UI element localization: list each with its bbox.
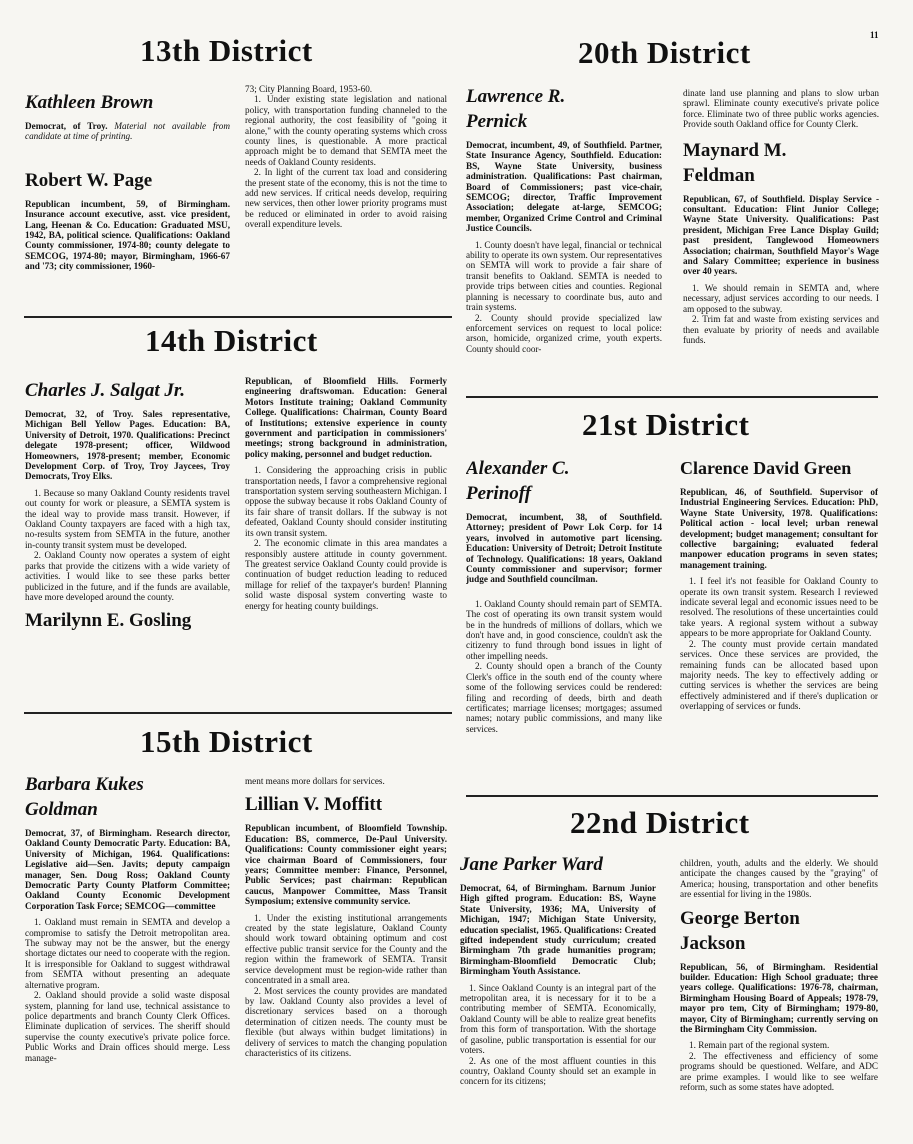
candidate-bio: Democrat, incumbent, 38, of Southfield. Attorney; president of Powr Lok Corp. for 14 years, involved in automotive part licensing. Education: University of Detroit; Detroit Institute of Technology. Qualifications: 18 years, Oakland County commissioner and supervisor; former judge and Southfield councilman. — [466, 512, 662, 585]
answer-1: 1. Because so many Oakland County residents travel out county for work or pleasure, a SEMTA system is the ideal way to provide mass transit. However, if Oakland County taxpayers are faced with a high tax, no-results system from SEMTA in the future, another in-county transit system must be developed. — [25, 487, 230, 550]
answer-1: 1. I feel it's not feasible for Oakland County to operate its own transit system. Research I reviewed indicate several legal and economic issues need to be resolved. The resolutions of these uncertainties could take years. A regional system without a subway appears to be more appropriate for Oakland County. — [680, 576, 878, 639]
section-divider — [24, 316, 452, 318]
district-15-header: 15th District — [140, 724, 313, 759]
d21-column-2 — [680, 456, 878, 786]
d14-column-2 — [245, 376, 447, 706]
candidate-bio: Republican, 56, of Birmingham. Residential builder. Education: High School graduate; three years college. Qualifications: 1976-78, chairman, Birmingham Housing Board of Appeals; 1978-79, mayor pro tem, City of Birmingham; 1979-80, mayor, City of Birmingham; currently serving on the Birmingham City Commission. — [680, 961, 878, 1035]
answer-1: 1. Oakland must remain in SEMTA and develop a compromise to satisfy the Detroit metropolitan area. The subway may not be the answer, but the energy shortage dictates our need to cooperate with the region. It is irresponsible for Oakland to suggest withdrawal from SEMTA without presenting an adequate alternative program. — [25, 917, 230, 990]
candidate-name: Robert W. Page — [25, 169, 153, 191]
candidate-name: George Berton — [680, 907, 800, 929]
d13-column-2 — [245, 84, 447, 316]
answer-2: 2. Oakland should provide a solid waste disposal system, planning for land use, technical assistance to police departments and branch County Clerk Offices. Eliminate duplication of services. The sheriff should supervise the county executive's private police force. Public Works and Drain offices should merge. Less manage- — [25, 990, 230, 1063]
answer-1: 1. County doesn't have legal, financial or technical ability to operate its own system. Our representatives on SEMTA will work to provide a fair share of transit benefits to Oakland. SEMTA is needed to provide trips between cities and counties. Regional planning is necessary to coordinate bus, auto and train systems. — [466, 239, 662, 313]
d22-column-1 — [460, 852, 656, 1144]
candidate-name-line2: Feldman — [683, 164, 755, 186]
d15-column-1 — [25, 772, 230, 1144]
d22-column-2 — [680, 858, 878, 1144]
d21-column-1 — [466, 456, 662, 786]
candidate-name: Clarence David Green — [680, 458, 852, 478]
candidate-name: Barbara Kukes — [25, 774, 144, 795]
candidate-name: Marilynn E. Gosling — [25, 610, 192, 632]
answer-continuation: ment means more dollars for services. — [245, 776, 385, 786]
candidate-bio: Republican, 67, of Southfield. Display Service - consultant. Education: Flint Junior College; Wayne State University. Qualifications: Past president, Michigan Free Lance Display Guild; past president, Tanglewood Homeowners Association; chairman, Southfield Mayor's Wage and Salary Committee; experience in business over 40 years. — [683, 193, 879, 277]
district-13-header: 13th District — [140, 33, 313, 68]
candidate-bio: Republican, of Bloomfield Hills. Formerly engineering draftswoman. Education: General Motors Institute training; Oakland Community College. Qualifications: Chairman, County Board of Institutions; extensive experience in county government and participation in commissioners' meetings; strong background in administration, policy making, personnel and budget reduction. — [245, 376, 447, 459]
answer-continuation: children, youth, adults and the elderly. We should anticipate the changes caused by the "graying" of America; housing, transportation and other benefits are essential for living in the 1980s. — [680, 858, 878, 900]
candidate-name: Charles J. Salgat Jr. — [25, 380, 185, 401]
candidate-name: Jane Parker Ward — [460, 854, 603, 875]
candidate-name-line2: Goldman — [25, 799, 98, 820]
candidate-bio: Democrat, 32, of Troy. Sales representative, Michigan Bell Yellow Pages. Education: BA, University of Detroit, 1970. Qualifications: Precinct delegate 1978-present; officer, Wildwood Homeowners, 1978-present; member, Economic Development Corp. of Troy, Troy Jaycees, Troy Democrats, Troy Elks. — [25, 409, 230, 482]
bio-continuation: 73; City Planning Board, 1953-60. — [245, 84, 373, 94]
candidate-name-line2: Jackson — [680, 932, 746, 954]
answer-2: 2. County should provide specialized law enforcement services on request to local police: arson, homicide, organized crime, youth experts. County should coor- — [466, 312, 662, 354]
answer-2: 2. The county must provide certain mandated services. Once these services are provided, the remaining funds can be allocated based upon majority needs. The key to effectively adding or cutting services is whether the services are being effectively administered and if there's duplication or overlapping of services or funds. — [680, 638, 878, 712]
answer-2: 2. County should open a branch of the County Clerk's office in the south end of the county where some of the following services could be rendered: filing and recording of deeds, birth and death certificates; marriage licenses; mortgages; assumed names; notary public commissions, and many like services. — [466, 661, 662, 734]
answer-1: 1. Oakland County should remain part of SEMTA. The cost of operating its own transit system would be in the hundreds of millions of dollars, which we don't have and, in good conscience, couldn't ask the citizenry to fund through bond issues in light of other impelling needs. — [466, 598, 662, 661]
d13-column-1 — [25, 86, 230, 316]
candidate-name: Lillian V. Moffitt — [245, 794, 383, 816]
answer-1: 1. Since Oakland County is an integral part of the metropolitan area, it is necessary for it to be a contributing member of SEMTA. Economically, Oakland County will be able to realize great benefits from this form of transportation. With the shortage of gasoline, public transportation is essential for our voters. — [460, 982, 656, 1056]
answer-2: 2. Oakland County now operates a system of eight parks that provide the citizens with a wide variety of activities. I would like to see these parks better publicized in the future, and if the funds are available, have more developed around the county. — [25, 550, 230, 602]
answer-1: 1. Considering the approaching crisis in public transportation needs, I favor a comprehensive regional transportation system serving southeastern Michigan. I oppose the subway because it robs Oakland County of its fair share of transit dollars. If the subway is not defeated, Oakland County should consider instituting its own transit system. — [245, 465, 447, 538]
answer-continuation: dinate land use planning and plans to slow urban sprawl. Eliminate county executive's private police force. Eliminate two of three public works agencies. Provide south Oakland office for County Clerk. — [683, 88, 879, 130]
answer-2: 2. The effectiveness and efficiency of some programs should be questioned. Welfare, and ADC are prime examples. I would like to see welfare reform, such as some states have adopted. — [680, 1050, 878, 1093]
candidate-name: Lawrence R. — [466, 86, 566, 107]
answer-1: 1. Remain part of the regional system. — [689, 1040, 830, 1051]
candidate-name: Maynard M. — [683, 139, 787, 161]
candidate-bio: Republican incumbent, 59, of Birmingham. Insurance account executive, asst. vice president, Lang, Heenan & Co. Education: Graduated MSU, 1942, BA, political science. Qualifications: Oakland County commissioner, 1974-80; county delegate to SEMCOG, 1974-80; mayor, Birmingham, 1966-67 and '73; city commissioner, 1960- — [25, 198, 230, 272]
candidate-name-line2: Perinoff — [466, 483, 532, 504]
answer-1: 1. Under existing state legislation and national policy, with transportation funding channeled to the regional authority, the cost feasibility of "going it alone," with the county operating systems which cross county lines, is questionable. A more practical approach might be to demand that SEMTA meet the needs of Oakland County residents. — [245, 94, 447, 167]
district-14-header: 14th District — [145, 323, 318, 358]
candidate-bio: Democrat, 64, of Birmingham. Barnum Junior High gifted program. Education: BS, Wayne State University, 1936; MA, University of Michigan, 1947; Michigan State University, education specialist, 1965. Qualifications: Created gifted independent study curriculum; created Birmingham 7th grade humanities program; Birmingham-Bloomfield Democratic Club; Birmingham Youth Assistance. — [460, 883, 656, 977]
section-divider — [466, 396, 878, 398]
candidate-bio: Democrat, of Troy. Material not available from candidate at time of printing. — [25, 121, 230, 142]
d15-column-2 — [245, 776, 447, 1144]
candidate-name: Kathleen Brown — [25, 92, 154, 113]
candidate-name-line2: Pernick — [466, 111, 528, 132]
district-22-header: 22nd District — [570, 805, 750, 840]
candidate-bio: Republican, 46, of Southfield. Supervisor of Industrial Engineering Services. Education: PhD, Wayne State University, 1978. Qualifications: Political action - local level; urban renewal development; budget management; consultant for collective bargaining; evaluated federal manpower education programs in seven states; management training. — [680, 487, 878, 570]
candidate-bio: Democrat, 37, of Birmingham. Research director, Oakland County Democratic Party. Education: BA, University of Michigan, 1964. Qualifications: Legislative aid—Sen. Javits; deputy campaign manager, Sen. Doug Ross; Oakland County Democratic Party County Platform Committee; Oakland County Economic Development Corporation Task Force; SEMCOG—committee — [25, 828, 230, 911]
d20-column-2 — [683, 88, 879, 394]
answer-2: 2. Most services the county provides are mandated by law. Oakland County also provides a level of discretionary services based on a thorough determination of citizen needs. The county must be flexible (but always within budget limitations) in delivery of services to match the changing population characteristics of its citizens. — [245, 985, 447, 1058]
candidate-bio: Democrat, incumbent, 49, of Southfield. Partner, State Insurance Agency, Southfield. Education: BS, Wayne State University, business administration. Qualifications: Past chairman, Board of Commissioners; past vice-chair, SEMCOG; director, Traffic Improvement Association; delegate at-large, SEMCOG; member, Organized Crime Control and Criminal Justice Councils. — [466, 140, 662, 234]
section-divider — [24, 712, 452, 714]
district-21-header: 21st District — [582, 407, 750, 442]
answer-1: 1. Under the existing institutional arrangements created by the state legislature, Oakland County should work toward obtaining optimum and cost effective public transit service for the County and the region within the framework of SEMTA. Transit service development must be region-wide rather than concentrated in a small area. — [245, 912, 447, 986]
page-number: 11 — [870, 30, 879, 40]
answer-2: 2. Trim fat and waste from existing services and then evaluate by priority of needs and available funds. — [683, 314, 879, 345]
section-divider — [466, 795, 878, 797]
answer-1: 1. We should remain in SEMTA and, where necessary, adjust services according to our needs. I am opposed to the subway. — [683, 282, 879, 314]
answer-2: 2. In light of the current tax load and considering the present state of the economy, this is not the time to add new services. If critical needs develop, requiring new services, then other lower priority programs must be reduced or eliminated in order to avoid raising overall expenditure levels. — [245, 167, 447, 230]
answer-2: 2. As one of the most affluent counties in this country, Oakland County should set an example in concern for its citizens; — [460, 1055, 656, 1087]
answer-2: 2. The economic climate in this area mandates a responsibly austere attitude in county government. The greatest service Oakland County could provide is continuation of budget reduction leading to reduced millage for relief of the taxpayer's burden! Planning solid waste disposal system converting waste to energy for heating county buildings. — [245, 538, 447, 611]
candidate-name: Alexander C. — [466, 458, 570, 479]
d14-column-1 — [25, 374, 230, 704]
d20-column-1 — [466, 84, 662, 394]
candidate-bio: Republican incumbent, of Bloomfield Township. Education: BS, commerce, De-Paul University. Qualifications: County commissioner eight years; vice chairman Board of Commissioners, four years; Committee member: Finance, Personnel, Public Services; past chairman: Republican caucus, Manpower Committee, Mass Transit Symposium; extensive community service. — [245, 823, 447, 907]
district-20-header: 20th District — [578, 35, 751, 70]
